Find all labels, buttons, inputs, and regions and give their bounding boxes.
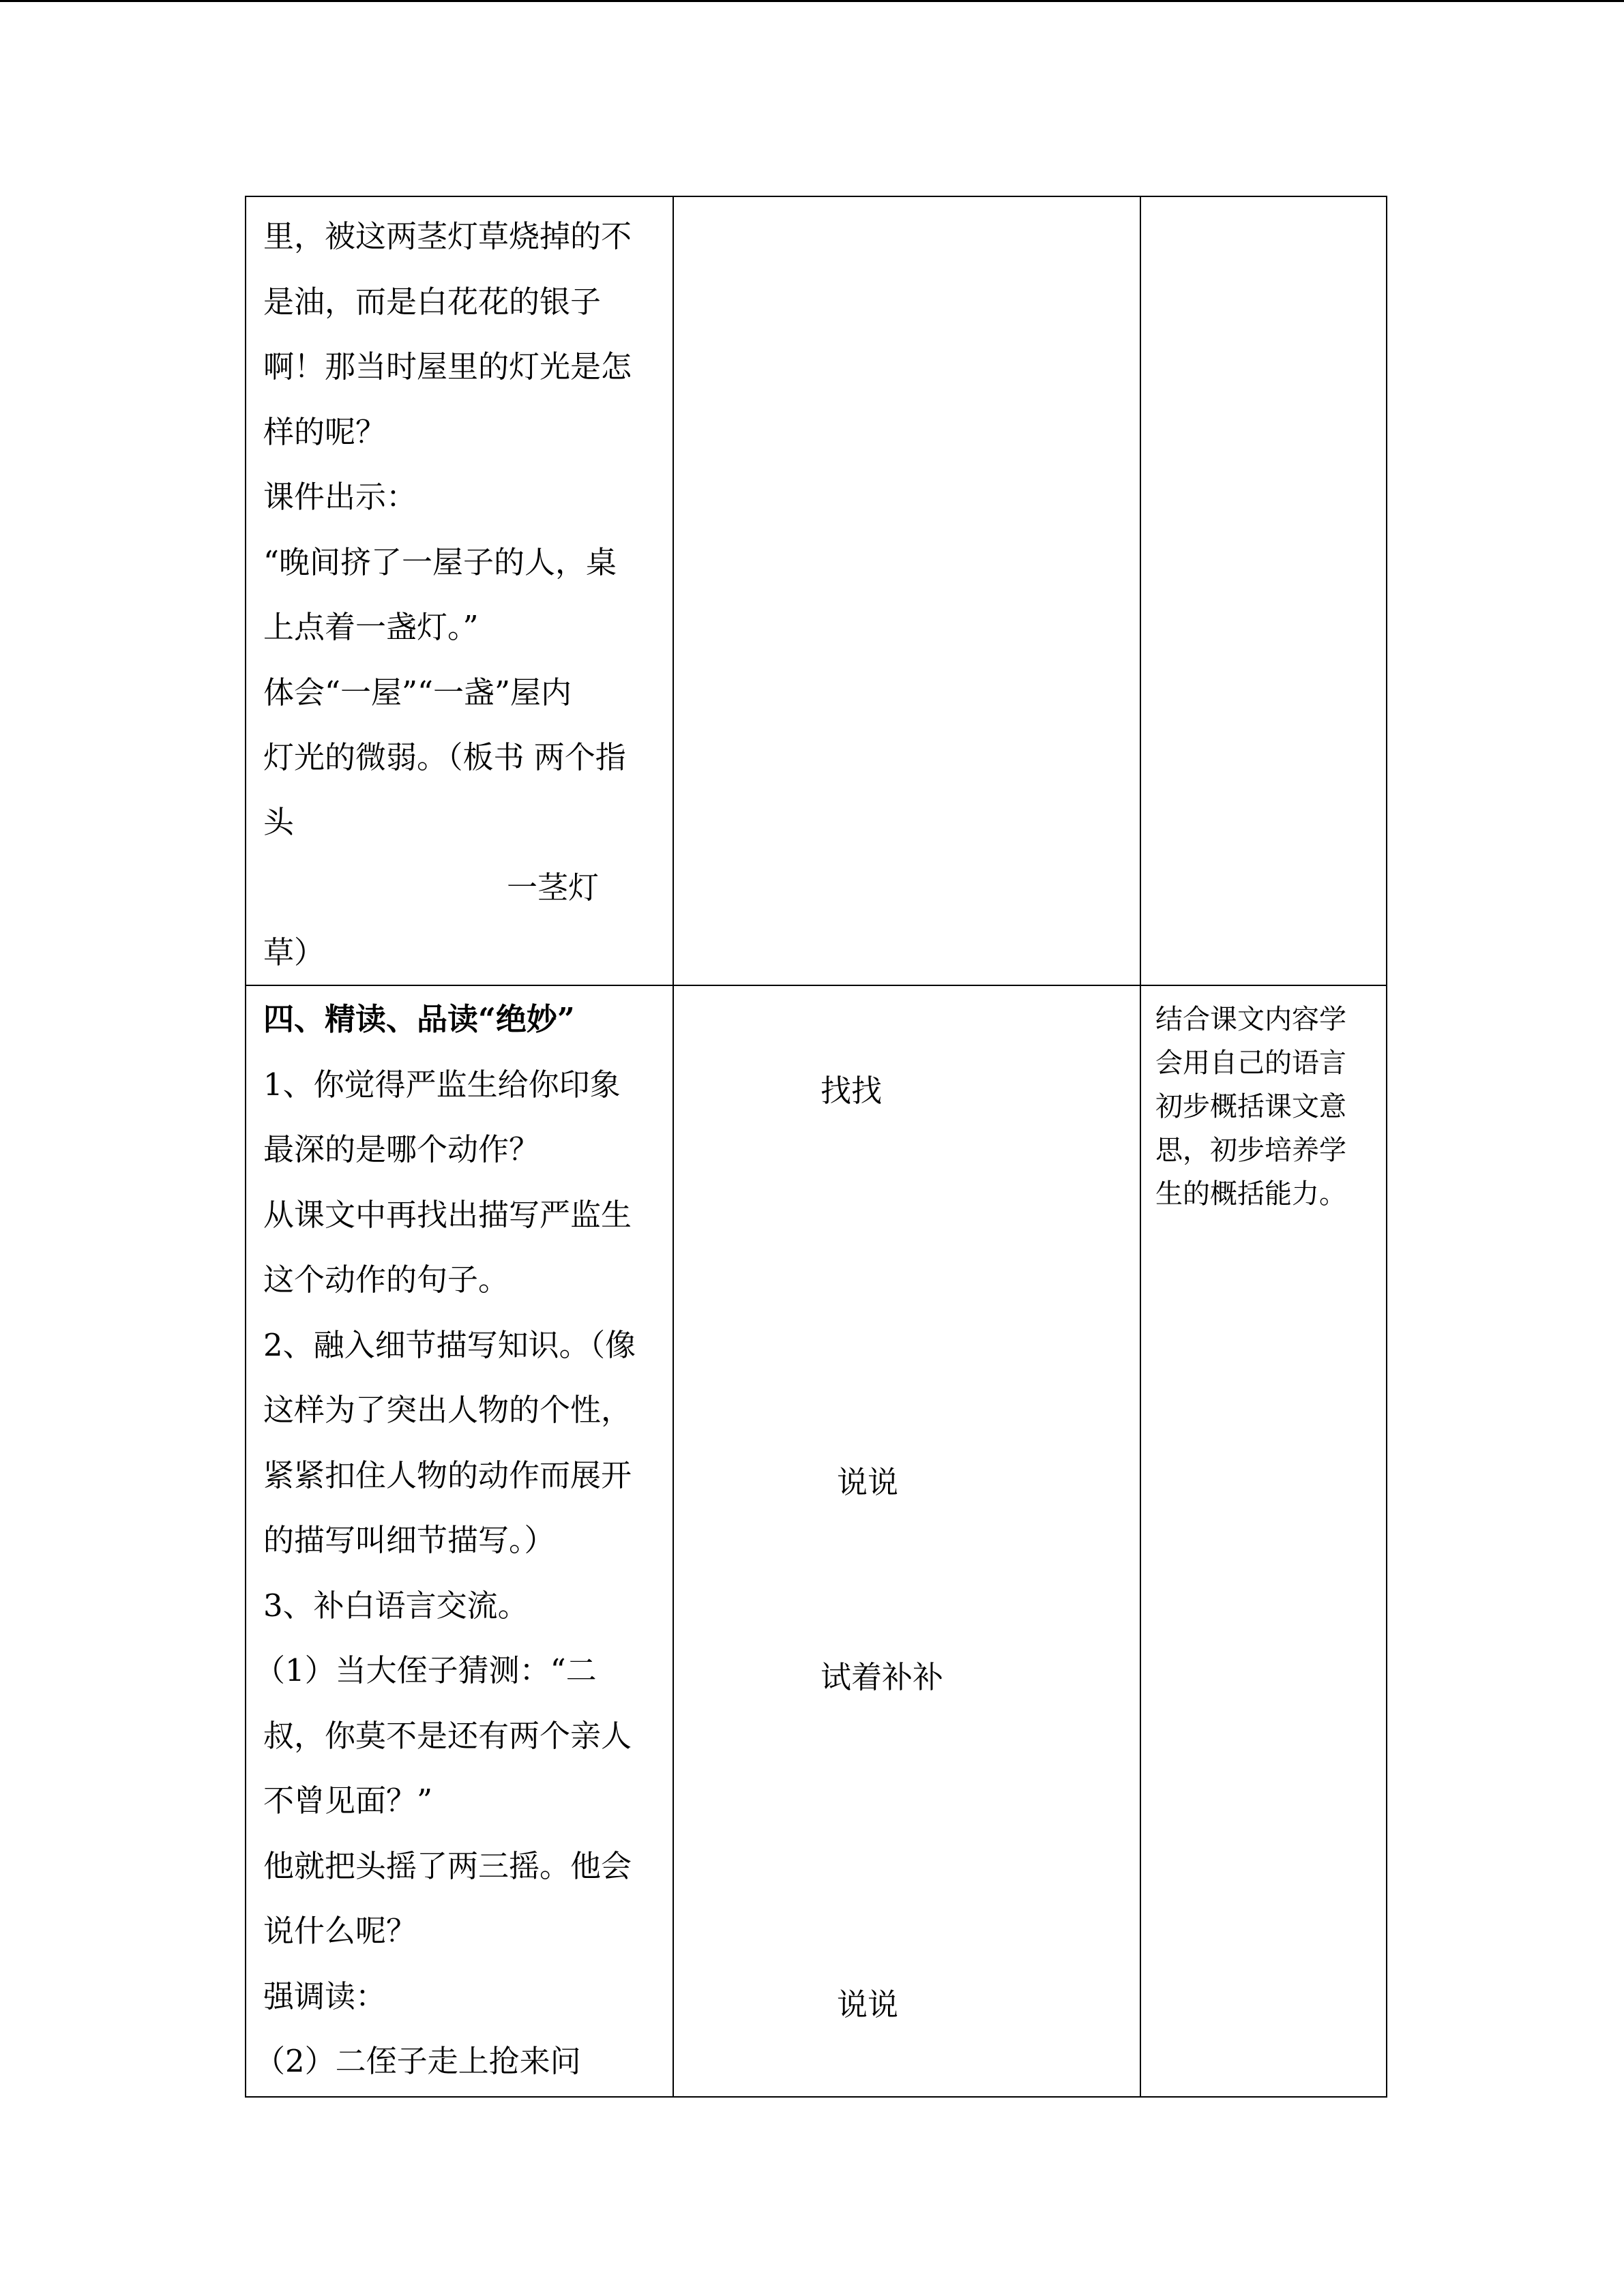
student-activity: 试着补补 xyxy=(821,1659,944,1695)
text-line: 叔，你莫不是还有两个亲人 xyxy=(263,1718,632,1754)
design-intent-line: 生的概括能力。 xyxy=(1155,1178,1346,1210)
text-line: （1）当大侄子猜测：“二 xyxy=(254,1652,597,1688)
text-line: 他就把头摇了两三摇。他会 xyxy=(263,1848,632,1884)
student-activity: 说说 xyxy=(837,1464,899,1500)
student-activity: 找找 xyxy=(821,1073,883,1109)
text-line: 体会“一屋”“一盏”屋内 xyxy=(263,674,572,711)
text-line: 最深的是哪个动作？ xyxy=(263,1131,540,1167)
text-line: 这个动作的句子。 xyxy=(263,1262,510,1298)
student-activity: 说说 xyxy=(837,1986,899,2023)
row-divider xyxy=(246,985,1386,986)
design-intent-line: 初步概括课文意 xyxy=(1155,1091,1346,1122)
text-line: 是油，而是白花花的银子 xyxy=(263,284,602,320)
text-line: 不曾见面？” xyxy=(263,1783,433,1819)
text-line: 3、补白语言交流。 xyxy=(263,1587,529,1624)
design-intent-line: 会用自己的语言 xyxy=(1155,1047,1346,1079)
column-divider-2 xyxy=(1140,197,1141,2096)
text-line: 从课文中再找出描写严监生 xyxy=(263,1197,632,1233)
text-line: 一茎灯 xyxy=(507,869,600,906)
text-line: 紧紧扣住人物的动作而展开 xyxy=(263,1457,632,1493)
text-line: 强调读： xyxy=(263,1978,387,2014)
design-intent-line: 结合课文内容学 xyxy=(1155,1004,1346,1035)
text-line: 这样为了突出人物的个性， xyxy=(263,1392,632,1428)
text-line: “晚间挤了一屋子的人，桌 xyxy=(263,544,617,580)
column-divider-1 xyxy=(673,197,674,2096)
text-line: 课件出示： xyxy=(263,479,417,515)
lesson-plan-table xyxy=(245,196,1387,2098)
text-line: 草） xyxy=(263,934,325,970)
text-line: 上点着一盏灯。” xyxy=(263,609,479,645)
text-line: 2、融入细节描写知识。（像 xyxy=(263,1327,636,1363)
text-line: 啊！那当时屋里的灯光是怎 xyxy=(263,348,632,385)
text-line: 说什么呢？ xyxy=(263,1913,417,1949)
design-intent-line: 思，初步培养学 xyxy=(1155,1135,1346,1166)
text-line: （2）二侄子走上抢来问 xyxy=(254,2043,581,2079)
text-line: 里，被这两茎灯草烧掉的不 xyxy=(263,218,632,254)
text-line: 的描写叫细节描写。） xyxy=(263,1522,555,1558)
top-border-rule xyxy=(0,0,1624,2)
text-line: 头 xyxy=(263,804,295,840)
text-line: 灯光的微弱。（板书 两个指 xyxy=(263,739,626,775)
section-heading: 四、精读、品读“绝妙” xyxy=(263,1001,575,1037)
text-line: 样的呢？ xyxy=(263,414,387,450)
text-line: 1、你觉得严监生给你印象 xyxy=(263,1067,621,1103)
